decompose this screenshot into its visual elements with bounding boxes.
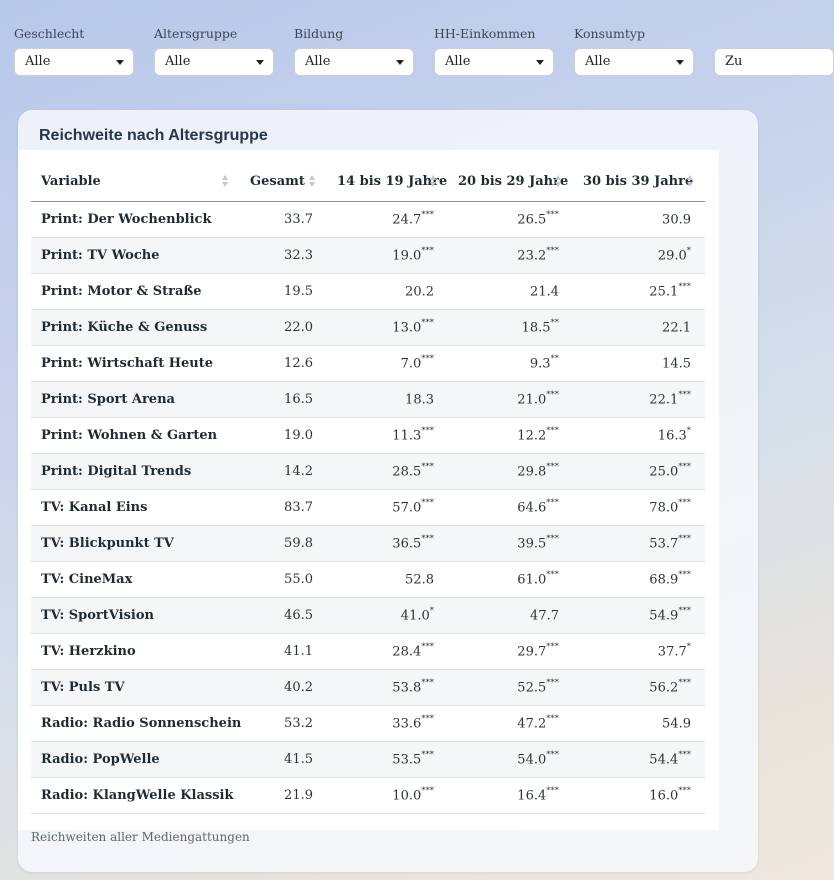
cell-value: 10.0 xyxy=(392,788,422,804)
significance-marker: *** xyxy=(546,462,559,473)
age-20-29-cell xyxy=(448,598,573,634)
significance-marker: *** xyxy=(421,642,434,653)
table-row xyxy=(31,310,705,346)
total-cell xyxy=(240,418,327,454)
cell-value: 21.9 xyxy=(284,788,313,803)
cell-value: 16.0 xyxy=(649,788,679,804)
filter-label: Geschlecht xyxy=(14,26,85,41)
age-30-39-cell xyxy=(573,454,705,490)
cell-value: 33.6 xyxy=(392,716,422,732)
age-20-29-cell xyxy=(448,634,573,670)
household-income-select[interactable] xyxy=(434,48,554,76)
age-30-39-cell xyxy=(573,418,705,454)
cell-value: 41.0 xyxy=(400,608,430,624)
age-20-29-cell xyxy=(448,778,573,814)
significance-marker: *** xyxy=(546,498,559,509)
cell-value: 14.2 xyxy=(284,464,313,479)
filter-label: Altersgruppe xyxy=(154,26,238,41)
variable-cell: TV: Kanal Eins xyxy=(31,490,240,526)
filter-label: Konsumtyp xyxy=(574,26,645,41)
cell-value: 53.5 xyxy=(392,752,422,768)
column-header-label: Variable xyxy=(41,174,101,189)
filter-consumer-type xyxy=(574,26,694,76)
filter-bar xyxy=(14,26,774,78)
cell-value: 36.5 xyxy=(392,536,422,552)
age-14-19-cell xyxy=(327,346,448,382)
age-20-29-cell xyxy=(448,526,573,562)
total-cell xyxy=(240,310,327,346)
significance-marker: *** xyxy=(421,354,434,365)
footnote: Reichweiten aller Mediengattungen xyxy=(31,830,250,844)
cell-value: 24.7 xyxy=(392,212,422,228)
total-cell xyxy=(240,778,327,814)
age-30-39-cell xyxy=(573,742,705,778)
cell-value: 29.0 xyxy=(657,248,687,264)
age-20-29-cell xyxy=(448,670,573,706)
significance-marker: *** xyxy=(546,642,559,653)
chevron-down-icon xyxy=(116,60,124,65)
variable-cell: Print: Motor & Straße xyxy=(31,274,240,310)
cell-value: 64.6 xyxy=(517,500,547,516)
age-14-19-cell xyxy=(327,202,448,238)
significance-marker: *** xyxy=(678,606,691,617)
variable-cell: Print: Digital Trends xyxy=(31,454,240,490)
table-row xyxy=(31,598,705,634)
significance-marker: *** xyxy=(546,390,559,401)
age-30-39-cell xyxy=(573,202,705,238)
age-14-19-cell xyxy=(327,598,448,634)
cell-value: 18.3 xyxy=(405,392,434,408)
significance-marker: *** xyxy=(546,786,559,797)
total-cell xyxy=(240,238,327,274)
cell-value: 22.0 xyxy=(284,320,313,335)
table-row xyxy=(31,562,705,598)
cell-value: 16.4 xyxy=(517,788,547,804)
age-14-19-cell xyxy=(327,274,448,310)
column-header-total[interactable] xyxy=(240,162,327,202)
age-20-29-cell xyxy=(448,238,573,274)
cell-value: 29.7 xyxy=(517,644,547,660)
total-cell xyxy=(240,274,327,310)
sort-icon xyxy=(309,175,316,189)
cell-value: 21.0 xyxy=(517,392,547,408)
age-20-29-cell xyxy=(448,346,573,382)
total-cell xyxy=(240,382,327,418)
age-30-39-cell xyxy=(573,670,705,706)
filter-label xyxy=(714,26,834,42)
variable-cell: Print: TV Woche xyxy=(31,238,240,274)
cell-value: 11.3 xyxy=(392,428,422,444)
table-row xyxy=(31,634,705,670)
sort-icon xyxy=(222,175,229,189)
table-row xyxy=(31,418,705,454)
significance-marker: *** xyxy=(421,498,434,509)
column-header-30-39[interactable] xyxy=(573,162,705,202)
cell-value: 23.2 xyxy=(517,248,547,264)
variable-cell: Print: Der Wochenblick xyxy=(31,202,240,238)
select-value: Alle xyxy=(25,54,51,69)
age-30-39-cell xyxy=(573,238,705,274)
significance-marker: *** xyxy=(421,678,434,689)
age-30-39-cell xyxy=(573,634,705,670)
column-header-label: 30 bis 39 Jahre xyxy=(583,174,694,189)
cell-value: 54.4 xyxy=(649,752,679,768)
variable-cell: TV: SportVision xyxy=(31,598,240,634)
chevron-down-icon xyxy=(256,60,264,65)
sort-icon xyxy=(430,175,437,189)
table-row xyxy=(31,742,705,778)
age-14-19-cell xyxy=(327,706,448,742)
select-value: Alle xyxy=(445,54,471,69)
age-30-39-cell xyxy=(573,490,705,526)
variable-cell: Radio: Radio Sonnenschein xyxy=(31,706,240,742)
cell-value: 14.5 xyxy=(662,356,691,372)
significance-marker: *** xyxy=(421,750,434,761)
total-cell xyxy=(240,562,327,598)
cell-value: 56.2 xyxy=(649,680,679,696)
cell-value: 83.7 xyxy=(284,500,313,515)
cell-value: 28.4 xyxy=(392,644,422,660)
column-header-label: 14 bis 19 Jahre xyxy=(337,174,448,189)
table-row xyxy=(31,202,705,238)
age-20-29-cell xyxy=(448,454,573,490)
panel-title: Reichweite nach Altersgruppe xyxy=(39,127,268,144)
cell-value: 16.3 xyxy=(657,428,687,444)
age-14-19-cell xyxy=(327,310,448,346)
total-cell xyxy=(240,634,327,670)
table-row xyxy=(31,238,705,274)
cell-value: 54.9 xyxy=(649,608,679,624)
cell-value: 61.0 xyxy=(517,572,547,588)
cut-off-select[interactable] xyxy=(714,48,834,76)
significance-marker: *** xyxy=(421,786,434,797)
cell-value: 20.2 xyxy=(405,284,434,300)
select-value: Zu xyxy=(725,54,743,69)
age-14-19-cell xyxy=(327,526,448,562)
age-30-39-cell xyxy=(573,778,705,814)
select-value: Alle xyxy=(165,54,191,69)
age-30-39-cell xyxy=(573,346,705,382)
significance-marker: *** xyxy=(678,678,691,689)
table-row xyxy=(31,706,705,742)
cell-value: 18.5 xyxy=(521,320,551,336)
cell-value: 12.6 xyxy=(284,356,313,371)
table-row xyxy=(31,454,705,490)
cell-value: 16.5 xyxy=(284,392,313,407)
significance-marker: *** xyxy=(546,570,559,581)
cell-value: 7.0 xyxy=(400,356,422,372)
significance-marker: *** xyxy=(678,534,691,545)
age-14-19-cell xyxy=(327,634,448,670)
significance-marker: *** xyxy=(421,318,434,329)
cell-value: 32.3 xyxy=(284,248,313,263)
age-30-39-cell xyxy=(573,526,705,562)
cell-value: 59.8 xyxy=(284,536,313,551)
significance-marker: ** xyxy=(550,354,559,365)
cell-value: 9.3 xyxy=(529,356,551,372)
cell-value: 21.4 xyxy=(530,284,559,300)
column-header-label: Gesamt xyxy=(250,174,305,189)
filter-gender xyxy=(14,26,134,76)
table-row xyxy=(31,346,705,382)
total-cell xyxy=(240,454,327,490)
cell-value: 40.2 xyxy=(284,680,313,695)
gender-select[interactable] xyxy=(14,48,134,76)
cell-value: 41.5 xyxy=(284,752,313,767)
sort-icon xyxy=(555,175,562,189)
consumer-type-select[interactable] xyxy=(574,48,694,76)
age-20-29-cell xyxy=(448,742,573,778)
cell-value: 30.9 xyxy=(662,212,691,228)
age-30-39-cell xyxy=(573,562,705,598)
significance-marker: *** xyxy=(678,390,691,401)
filter-household-income xyxy=(434,26,554,76)
cell-value: 29.8 xyxy=(517,464,547,480)
table-row xyxy=(31,274,705,310)
table-row xyxy=(31,382,705,418)
age-14-19-cell xyxy=(327,382,448,418)
cell-value: 54.0 xyxy=(517,752,547,768)
age-30-39-cell xyxy=(573,598,705,634)
reach-panel xyxy=(18,110,758,872)
variable-cell: TV: Herzkino xyxy=(31,634,240,670)
total-cell xyxy=(240,598,327,634)
significance-marker: *** xyxy=(546,246,559,257)
age-30-39-cell xyxy=(573,310,705,346)
cell-value: 13.0 xyxy=(392,320,422,336)
significance-marker: *** xyxy=(421,714,434,725)
significance-marker: *** xyxy=(546,426,559,437)
age-20-29-cell xyxy=(448,202,573,238)
cell-value: 22.1 xyxy=(649,392,679,408)
age-14-19-cell xyxy=(327,670,448,706)
table-row xyxy=(31,778,705,814)
sort-icon xyxy=(687,175,694,189)
filter-education xyxy=(294,26,414,76)
reach-table xyxy=(31,162,705,814)
cell-value: 19.0 xyxy=(392,248,422,264)
table-row xyxy=(31,490,705,526)
table-row xyxy=(31,526,705,562)
cell-value: 37.7 xyxy=(657,644,687,660)
age-20-29-cell xyxy=(448,382,573,418)
significance-marker: *** xyxy=(678,786,691,797)
age-30-39-cell xyxy=(573,274,705,310)
significance-marker: *** xyxy=(546,534,559,545)
cell-value: 25.1 xyxy=(649,284,679,300)
age-20-29-cell xyxy=(448,562,573,598)
chevron-down-icon xyxy=(536,60,544,65)
filter-label: Bildung xyxy=(294,26,344,41)
total-cell xyxy=(240,490,327,526)
total-cell xyxy=(240,670,327,706)
age-14-19-cell xyxy=(327,778,448,814)
table-row xyxy=(31,670,705,706)
total-cell xyxy=(240,346,327,382)
cell-value: 55.0 xyxy=(284,572,313,587)
variable-cell: Radio: PopWelle xyxy=(31,742,240,778)
age-20-29-cell xyxy=(448,418,573,454)
chevron-down-icon xyxy=(396,60,404,65)
significance-marker: * xyxy=(686,426,691,437)
significance-marker: *** xyxy=(421,534,434,545)
significance-marker: * xyxy=(686,642,691,653)
total-cell xyxy=(240,526,327,562)
cell-value: 57.0 xyxy=(392,500,422,516)
age-group-select[interactable] xyxy=(154,48,274,76)
cell-value: 19.0 xyxy=(284,428,313,443)
cell-value: 52.8 xyxy=(405,572,434,588)
cell-value: 78.0 xyxy=(649,500,679,516)
significance-marker: *** xyxy=(546,714,559,725)
significance-marker: ** xyxy=(550,318,559,329)
cell-value: 28.5 xyxy=(392,464,422,480)
age-20-29-cell xyxy=(448,490,573,526)
cell-value: 68.9 xyxy=(649,572,679,588)
variable-cell: Print: Küche & Genuss xyxy=(31,310,240,346)
age-30-39-cell xyxy=(573,382,705,418)
significance-marker: * xyxy=(686,246,691,257)
cell-value: 47.2 xyxy=(517,716,547,732)
age-14-19-cell xyxy=(327,454,448,490)
age-14-19-cell xyxy=(327,238,448,274)
cell-value: 39.5 xyxy=(517,536,547,552)
total-cell xyxy=(240,202,327,238)
cell-value: 12.2 xyxy=(517,428,547,444)
significance-marker: *** xyxy=(678,498,691,509)
significance-marker: *** xyxy=(421,246,434,257)
age-14-19-cell xyxy=(327,490,448,526)
significance-marker: *** xyxy=(421,210,434,221)
variable-cell: Radio: KlangWelle Klassik xyxy=(31,778,240,814)
select-value: Alle xyxy=(305,54,331,69)
cell-value: 54.9 xyxy=(662,716,691,732)
cell-value: 22.1 xyxy=(662,320,691,336)
significance-marker: * xyxy=(429,606,434,617)
filter-cut-off xyxy=(714,26,834,76)
significance-marker: *** xyxy=(678,750,691,761)
total-cell xyxy=(240,742,327,778)
column-header-14-19[interactable] xyxy=(327,162,448,202)
variable-cell: TV: Puls TV xyxy=(31,670,240,706)
chevron-down-icon xyxy=(676,60,684,65)
significance-marker: *** xyxy=(421,426,434,437)
education-select[interactable] xyxy=(294,48,414,76)
select-value: Alle xyxy=(585,54,611,69)
column-header-variable[interactable] xyxy=(31,162,240,202)
age-30-39-cell xyxy=(573,706,705,742)
total-cell xyxy=(240,706,327,742)
cell-value: 33.7 xyxy=(284,212,313,227)
variable-cell: Print: Wirtschaft Heute xyxy=(31,346,240,382)
table-body xyxy=(31,202,705,814)
filter-age-group xyxy=(154,26,274,76)
cell-value: 19.5 xyxy=(284,284,313,299)
variable-cell: Print: Sport Arena xyxy=(31,382,240,418)
significance-marker: *** xyxy=(546,750,559,761)
cell-value: 26.5 xyxy=(517,212,547,228)
column-header-20-29[interactable] xyxy=(448,162,573,202)
age-20-29-cell xyxy=(448,706,573,742)
cell-value: 53.8 xyxy=(392,680,422,696)
age-14-19-cell xyxy=(327,562,448,598)
table-card xyxy=(18,150,719,830)
variable-cell: TV: CineMax xyxy=(31,562,240,598)
cell-value: 52.5 xyxy=(517,680,547,696)
significance-marker: *** xyxy=(678,282,691,293)
cell-value: 25.0 xyxy=(649,464,679,480)
age-20-29-cell xyxy=(448,274,573,310)
column-header-label: 20 bis 29 Jahre xyxy=(458,174,569,189)
cell-value: 53.2 xyxy=(284,716,313,731)
variable-cell: Print: Wohnen & Garten xyxy=(31,418,240,454)
significance-marker: *** xyxy=(678,462,691,473)
cell-value: 47.7 xyxy=(530,608,559,624)
significance-marker: *** xyxy=(546,678,559,689)
variable-cell: TV: Blickpunkt TV xyxy=(31,526,240,562)
age-14-19-cell xyxy=(327,742,448,778)
age-14-19-cell xyxy=(327,418,448,454)
significance-marker: *** xyxy=(421,462,434,473)
cell-value: 46.5 xyxy=(284,608,313,623)
age-20-29-cell xyxy=(448,310,573,346)
filter-label: HH-Einkommen xyxy=(434,26,536,41)
significance-marker: *** xyxy=(546,210,559,221)
cell-value: 53.7 xyxy=(649,536,679,552)
cell-value: 41.1 xyxy=(284,644,313,659)
significance-marker: *** xyxy=(678,570,691,581)
table-header-row xyxy=(31,162,705,202)
